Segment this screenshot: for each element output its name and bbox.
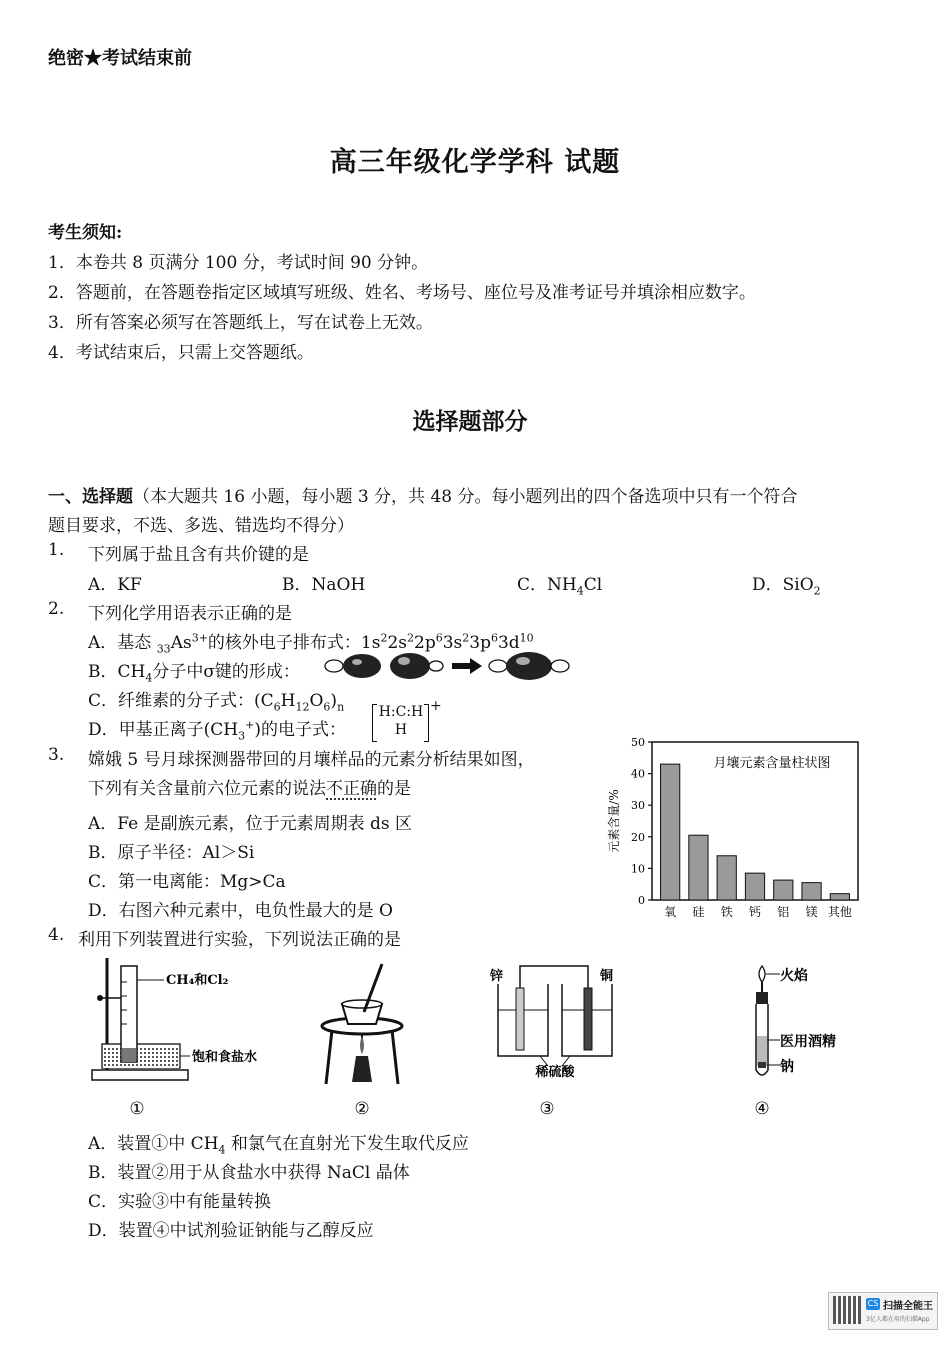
y-tick-label: 20: [631, 830, 645, 844]
orbital-s: [390, 653, 443, 679]
q1-option-d: D．SiO$_2$: [752, 575, 821, 598]
apparatus-4: [754, 966, 836, 1119]
q4-number: 4.: [48, 925, 65, 945]
bar-硅: [689, 835, 708, 900]
fig1-label-liquid: 饱和食盐水: [192, 1050, 258, 1065]
fig4-label-alcohol: 医用酒精: [780, 1034, 836, 1050]
fig3-label-copper: 铜: [600, 969, 614, 984]
q4-option-b: B．装置②用于从食盐水中获得 NaCl 晶体: [88, 1163, 410, 1183]
chart-title: 月壤元素含量柱状图: [713, 756, 831, 771]
bar-镁: [802, 883, 821, 900]
y-tick-label: 50: [631, 736, 645, 749]
q4-option-d: D．装置④中试剂验证钠能与乙醇反应: [88, 1221, 374, 1241]
y-tick-label: 30: [631, 799, 645, 813]
q3-number: 3.: [48, 745, 65, 765]
q3-stem-1: 嫦娥 5 号月球探测器带回的月壤样品的元素分析结果如图，: [88, 750, 535, 770]
fig4-label-flame: 火焰: [780, 968, 808, 984]
fig3-label-acid: 稀硫酸: [535, 1065, 575, 1080]
q2-option-d: D．甲基正离子$(CH_3^+)$的电子式：: [88, 718, 346, 743]
y-axis-label: 元素含量/%: [607, 789, 621, 853]
q2-option-b: B．$CH_4$分子中σ键的形成：: [88, 662, 300, 685]
apparatus-3: [489, 966, 613, 1119]
y-tick-label: 0: [638, 894, 645, 907]
notice-heading: 考生须知:: [48, 223, 123, 243]
q2-number: 2.: [48, 599, 65, 619]
q1-option-a: A．KF: [88, 575, 142, 595]
bar-铁: [717, 856, 736, 900]
notice-item: 3．所有答案必须写在答题纸上，写在试卷上无效。: [48, 313, 433, 333]
methyl-cation-electron-formula: H:C:H H +: [372, 704, 434, 740]
q3-option-b: B．原子半径：Al＞Si: [88, 843, 255, 863]
q4-option-a: A．装置①中 $CH_4$ 和氯气在直射光下发生取代反应: [88, 1134, 469, 1157]
apparatus-1: [92, 958, 257, 1119]
y-tick-label: 40: [631, 767, 645, 781]
x-tick-label: 镁: [805, 905, 818, 919]
electron-config: $1s^22s^22p^63s^23p^63d^{10}$: [360, 631, 534, 653]
apparatus-2: [322, 964, 402, 1119]
q1-stem: 下列属于盐且含有共价键的是: [88, 545, 309, 565]
bar-钙: [745, 873, 764, 900]
y-tick-label: 10: [631, 862, 645, 876]
secret-label: 绝密★考试结束前: [48, 48, 192, 69]
qr-code-icon: [833, 1296, 861, 1324]
q4-option-c: C．实验③中有能量转换: [88, 1192, 272, 1212]
fig1-label-gas: CH₄和Cl₂: [166, 973, 229, 988]
q1-option-c: C．$NH_4Cl$: [517, 575, 603, 598]
q3-option-a: A．Fe 是副族元素，位于元素周期表 ds 区: [88, 814, 413, 834]
arrow-icon: [452, 658, 482, 674]
fig4-label-sodium: 钠: [780, 1059, 794, 1075]
x-tick-label: 其他: [827, 905, 852, 919]
x-tick-label: 钙: [748, 905, 762, 919]
q3-stem-2: 下列有关含量前六位元素的说法不正确的是: [88, 779, 411, 799]
notice-item: 2．答题前，在答题卷指定区域填写班级、姓名、考场号、座位号及准考证号并填涂相应数字。: [48, 283, 756, 303]
watermark-brand: 扫描全能王: [883, 1301, 933, 1312]
q2-stem: 下列化学用语表示正确的是: [88, 604, 292, 624]
fig1-number: ①: [129, 1099, 145, 1119]
bar-铝: [774, 880, 793, 900]
bar-其他: [830, 894, 849, 900]
notice-item: 4．考试结束后，只需上交答题纸。: [48, 343, 314, 363]
fig4-number: ④: [754, 1099, 770, 1119]
fig3-number: ③: [539, 1099, 555, 1119]
orbital-sigma: [489, 652, 569, 680]
q1-number: 1.: [48, 540, 65, 560]
scanner-watermark: [828, 1292, 938, 1330]
fig2-number: ②: [354, 1099, 370, 1119]
orbital-overlap-left: [325, 654, 381, 678]
x-tick-label: 氧: [664, 905, 677, 919]
section-title: 选择题部分: [412, 408, 528, 435]
cs-logo-icon: CS: [867, 1299, 879, 1308]
q3-option-d: D．右图六种元素中，电负性最大的是 O: [88, 901, 393, 921]
q1-option-b: B．NaOH: [282, 575, 366, 595]
q4-stem: 利用下列装置进行实验，下列说法正确的是: [78, 930, 401, 950]
notice-item: 1．本卷共 8 页满分 100 分，考试时间 90 分钟。: [48, 253, 429, 273]
emphasis-not-correct: 不正确: [326, 779, 377, 799]
part-header: [48, 482, 798, 507]
part-label: 一、选择题: [48, 487, 133, 507]
page-title: 高三年级化学学科 试题: [329, 147, 621, 178]
x-tick-label: 铝: [777, 905, 790, 919]
q2-option-a: A．基态 $_{33}As^{3+}$的核外电子排布式：$1s^22s^22p^63s^23p^63d^{10}$: [88, 631, 534, 656]
x-tick-label: 硅: [692, 905, 705, 919]
fig3-label-zinc: 锌: [490, 969, 504, 984]
part-desc: （本大题共 16 小题，每小题 3 分，共 48 分。每小题列出的四个备选项中只有一个符合: [133, 487, 798, 507]
bar-氧: [661, 764, 680, 900]
x-tick-label: 铁: [720, 905, 733, 919]
q3-option-c: C．第一电离能：Mg>Ca: [88, 872, 286, 892]
sigma-bond-formation-diagram: [320, 650, 575, 682]
part-desc-2: 题目要求，不选、多选、错选均不得分）: [48, 516, 354, 536]
watermark-sub: 3亿人都在用的扫描App: [866, 1316, 930, 1323]
lunar-soil-element-chart: [600, 730, 870, 925]
apparatus-figures: [80, 952, 880, 1122]
q2-option-c: C．纤维素的分子式：$(C_6H_{12}O_6)_n$: [88, 691, 345, 714]
